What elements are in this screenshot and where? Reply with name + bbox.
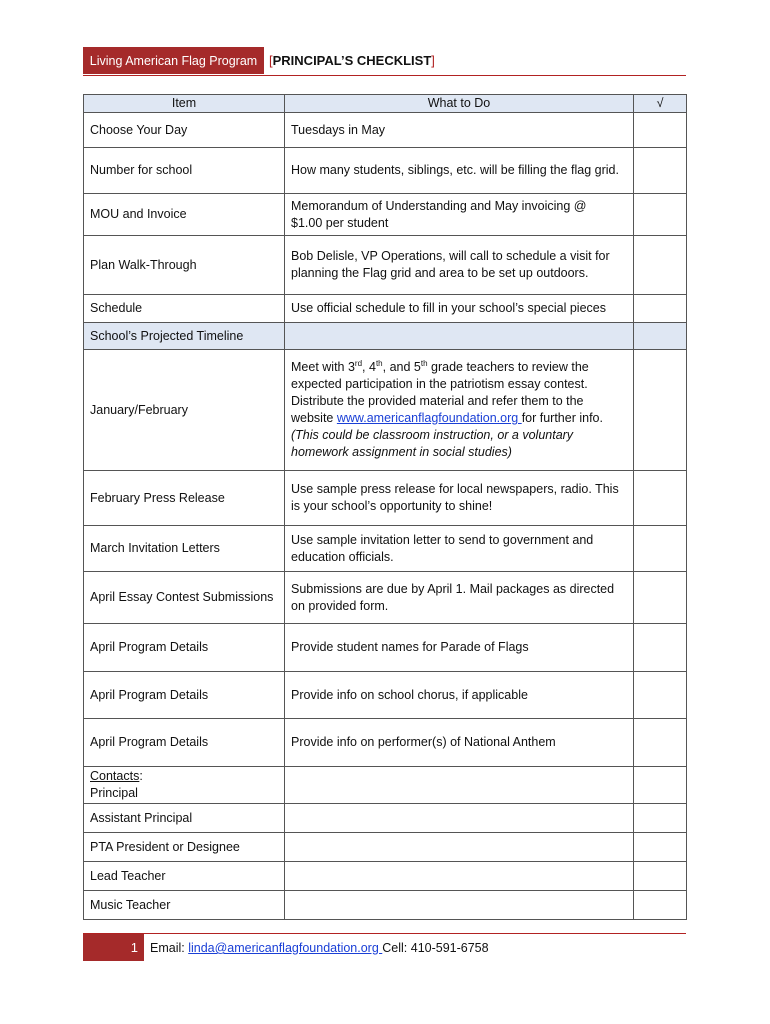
table-row [84,526,687,572]
column-header-check: √ [634,95,687,113]
item-cell: Plan Walk-Through [84,236,285,295]
todo-line: planning the Flag grid and area to be set up outdoors. [291,266,589,280]
item-cell: February Press Release [84,471,285,526]
todo-cell: How many students, siblings, etc. will be filling the flag grid. [285,148,634,194]
table-row [84,350,687,471]
item-cell: April Program Details [84,672,285,719]
ordinal-suffix: rd [354,358,363,368]
checkbox-cell[interactable] [634,295,687,323]
ordinal-suffix: th [375,358,383,368]
table-row [84,113,687,148]
page-title [269,47,435,74]
checkbox-cell[interactable] [634,526,687,572]
checkbox-cell[interactable] [634,624,687,672]
contact-role: Assistant Principal [84,804,285,833]
todo-line: expected participation in the patriotism essay contest. [291,377,588,391]
contact-cell [84,767,285,804]
todo-text: website [291,411,337,425]
contact-role: Lead Teacher [84,862,285,891]
table-row [84,295,687,323]
page-number: 1 [83,934,144,961]
title-bracket-open: [ [269,53,273,68]
contact-blank-cell [634,767,687,804]
todo-cell: Use official schedule to fill in your school’s special pieces [285,295,634,323]
section-label: School’s Projected Timeline [84,323,285,350]
todo-cell [285,194,634,236]
checkbox-cell[interactable] [634,350,687,471]
program-brand-label: Living American Flag Program [83,47,264,74]
table-row [84,194,687,236]
contact-row [84,804,687,833]
checkbox-cell [634,323,687,350]
todo-cell: Tuesdays in May [285,113,634,148]
item-cell: MOU and Invoice [84,194,285,236]
todo-cell [285,236,634,295]
todo-text: Meet with 3 [291,360,355,374]
checkbox-cell[interactable] [634,672,687,719]
checkbox-cell[interactable] [634,113,687,148]
item-cell: March Invitation Letters [84,526,285,572]
todo-cell [285,526,634,572]
contact-role: PTA President or Designee [84,833,285,862]
checkbox-cell[interactable] [634,471,687,526]
page-header [83,47,686,76]
section-row-timeline [84,323,687,350]
item-cell: April Program Details [84,624,285,672]
column-header-item: Item [84,95,285,113]
page-footer [83,933,686,962]
contact-entry-cell[interactable] [285,767,634,804]
email-link[interactable]: linda@americanflagfoundation.org [188,941,383,955]
todo-cell [285,471,634,526]
table-row [84,236,687,295]
todo-cell [285,572,634,624]
contact-blank-cell [634,891,687,920]
item-cell: Schedule [84,295,285,323]
contact-role: Music Teacher [84,891,285,920]
table-row [84,624,687,672]
table-row [84,148,687,194]
checkbox-cell[interactable] [634,194,687,236]
todo-cell: Provide info on performer(s) of National Anthem [285,719,634,767]
todo-note: (This could be classroom instruction, or a voluntary [291,428,574,442]
todo-line: Submissions are due by April 1. Mail packages as directed [291,581,615,596]
title-text: PRINCIPAL’S CHECKLIST [272,53,432,68]
table-header-row [84,95,687,113]
table-row [84,471,687,526]
contact-entry-cell[interactable] [285,804,634,833]
todo-text: grade teachers to review the [427,360,589,374]
todo-cell [285,323,634,350]
table-row [84,672,687,719]
todo-line: Memorandum of Understanding and May invoicing @ [291,198,587,213]
todo-cell: Provide student names for Parade of Flags [285,624,634,672]
todo-line: $1.00 per student [291,215,389,230]
website-link[interactable]: www.americanflagfoundation.org [336,411,522,425]
cell-phone: Cell: 410-591-6758 [382,941,489,955]
contact-entry-cell[interactable] [285,862,634,891]
footer-contact [150,934,489,962]
todo-line: Use sample press release for local newspapers, radio. This [291,482,619,496]
item-cell: Number for school [84,148,285,194]
todo-line: education officials. [291,549,394,564]
item-cell: Choose Your Day [84,113,285,148]
todo-line: Bob Delisle, VP Operations, will call to schedule a visit for [291,249,610,263]
item-cell: April Program Details [84,719,285,767]
todo-line: is your school’s opportunity to shine! [291,499,493,513]
contact-row [84,767,687,804]
contact-row [84,833,687,862]
todo-cell: Provide info on school chorus, if applicable [285,672,634,719]
contact-blank-cell [634,804,687,833]
todo-line: Use sample invitation letter to send to government and [291,532,594,547]
contact-row [84,862,687,891]
contact-role: Principal [90,786,138,800]
todo-text: for further info. [521,411,603,425]
item-cell: April Essay Contest Submissions [84,572,285,624]
todo-note: homework assignment in social studies) [291,445,512,459]
checkbox-cell[interactable] [634,148,687,194]
contact-entry-cell[interactable] [285,833,634,862]
checkbox-cell[interactable] [634,236,687,295]
checkbox-cell[interactable] [634,572,687,624]
checkbox-cell[interactable] [634,719,687,767]
title-bracket-close: ] [431,53,435,68]
contacts-colon: : [139,769,143,783]
table-row [84,719,687,767]
todo-text: , 4 [362,360,376,374]
ordinal-suffix: th [420,358,428,368]
column-header-what-to-do: What to Do [285,95,634,113]
item-cell: January/February [84,350,285,471]
todo-text: , and 5 [382,360,421,374]
contact-blank-cell [634,862,687,891]
todo-cell [285,350,634,471]
todo-line: Distribute the provided material and refer them to the [291,394,584,408]
checklist-table [83,94,687,920]
email-label: Email: [150,941,189,955]
table-row [84,572,687,624]
contact-row [84,891,687,920]
contact-entry-cell[interactable] [285,891,634,920]
contacts-heading: Contacts [90,769,140,783]
contact-blank-cell [634,833,687,862]
todo-line: on provided form. [291,598,389,613]
